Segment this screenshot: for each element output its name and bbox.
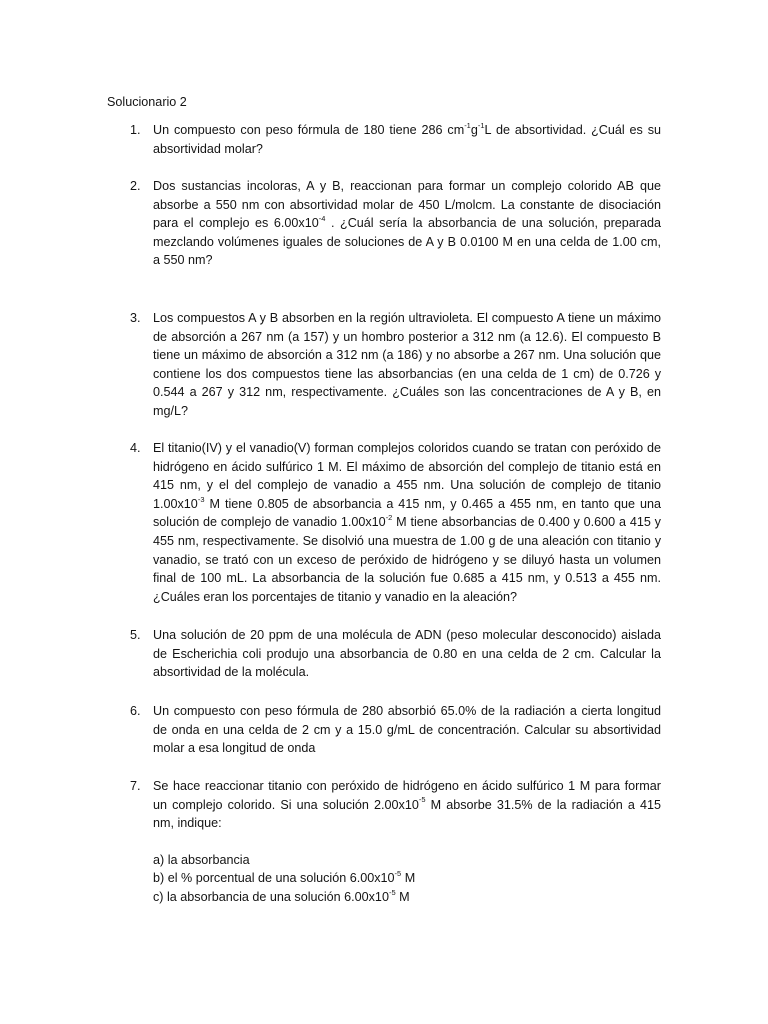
superscript: -5 xyxy=(388,887,396,897)
item-number: 1. xyxy=(130,123,141,137)
item-number: 5. xyxy=(130,628,141,642)
item-text: Una solución de 20 ppm de una molécula de ADN (peso molecular desconocido) aislada de Escherichia coli produjo una absorbancia de 0.80 en una celda de 2 cm. Calcular la absortividad de la molécula. xyxy=(153,628,661,680)
item-text: Dos sustancias incoloras, A y B, reaccionan para formar un complejo colorido AB que absorbe a 550 nm con absortividad molar de 450 L/molcm. La constante de disociación para el complejo es $6.00x10^{-4}$ . ¿Cuál sería la absorbancia de una solución, preparada mezclando volúmenes iguales de soluciones de A y B 0.0100 M en una celda de 1.00 cm, a 550 nm? xyxy=(153,179,661,268)
item-number: 4. xyxy=(130,441,141,455)
superscript: -5 xyxy=(418,795,426,805)
list-item xyxy=(107,309,661,421)
list-item xyxy=(107,177,661,270)
document-title: Solucionario 2 xyxy=(107,95,187,109)
list-item xyxy=(107,439,661,606)
list-item xyxy=(107,626,661,682)
subitem-list xyxy=(153,851,661,907)
superscript: -4 xyxy=(318,214,326,223)
superscript: -1 xyxy=(477,120,485,130)
subitem-b: b) el % porcentual de una solución $6.00x10^{-5}$ M xyxy=(153,869,416,886)
item-text: Un compuesto con peso fórmula de 180 tiene 286 $cm^{-1}g^{-1}L$ de absortividad. ¿Cuál es su absortividad molar? xyxy=(153,120,661,156)
item-number: 3. xyxy=(130,311,141,325)
item-text: Los compuestos A y B absorben en la región ultravioleta. El compuesto A tiene un máximo de absorción a 267 nm (a 157) y un hombro posterior a 312 nm (a 12.6). El compuesto B tiene un máximo de absorción a 312 nm (a 186) y no absorbe a 267 nm. Una solución que contiene los dos compuestos tiene las absorbancias (en una celda de 1 cm) de 0.726 y 0.544 a 267 y 312 nm, respectivamente. ¿Cuáles son las concentraciones de A y B, en mg/L? xyxy=(153,311,661,418)
item-text: Un compuesto con peso fórmula de 280 absorbió 65.0% de la radiación a cierta longitud de onda en una celda de 2 cm y a 15.0 g/mL de concentración. Calcular su absortividad molar a esa longitud de onda xyxy=(153,704,661,756)
item-number: 2. xyxy=(130,179,141,193)
list-item xyxy=(107,121,661,158)
list-item xyxy=(107,777,661,907)
superscript: -2 xyxy=(385,513,393,523)
superscript: -1 xyxy=(464,120,471,130)
item-number: 7. xyxy=(130,779,141,793)
subitem-c: c) la absorbancia de una solución $6.00x10^{-5}$ M xyxy=(153,887,410,904)
list-item xyxy=(107,702,661,758)
item-number: 6. xyxy=(130,704,141,718)
item-text: El titanio(IV) y el vanadio(V) forman complejos coloridos cuando se tratan con peróxido de hidrógeno en ácido sulfúrico 1 M. El máximo de absorción del complejo de titanio está en 415 nm, y el del complejo de vanadio a 455 nm. Una solución de complejo de titanio $1.00x10^{-3}$ M tiene 0.805 de absorbancia a 415 nm, y 0.465 a 455 nm, en tanto que una solución de complejo de vanadio $1.00x10^{-2}$ M tiene absorbancias de 0.400 y 0.600 a 415 y 455 nm, respectivamente. Se disolvió una muestra de 1.00 g de una aleación con titanio y vanadio, se trató con un exceso de peróxido de hidrógeno y se diluyó hasta un volumen final de 100 mL. La absorbancia de la solución fue 0.685 a 415 nm, y 0.513 a 455 nm. ¿Cuáles eran los porcentajes de titanio y vanadio en la aleación? xyxy=(153,441,661,604)
superscript: -3 xyxy=(197,494,205,504)
subitem-a: a) la absorbancia xyxy=(153,852,250,867)
item-text: Se hace reaccionar titanio con peróxido de hidrógeno en ácido sulfúrico 1 M para formar un complejo colorido. Si una solución $2.00x10^{-5}$ M absorbe 31.5% de la radiación a 415 nm, indique: a) la absorbancia b) el % porcentual de una solución $6.00x10^{-5}$ M c) la absorbancia de una solución $6.00x10^{-5}$ M xyxy=(153,777,661,907)
superscript: -5 xyxy=(394,869,402,879)
